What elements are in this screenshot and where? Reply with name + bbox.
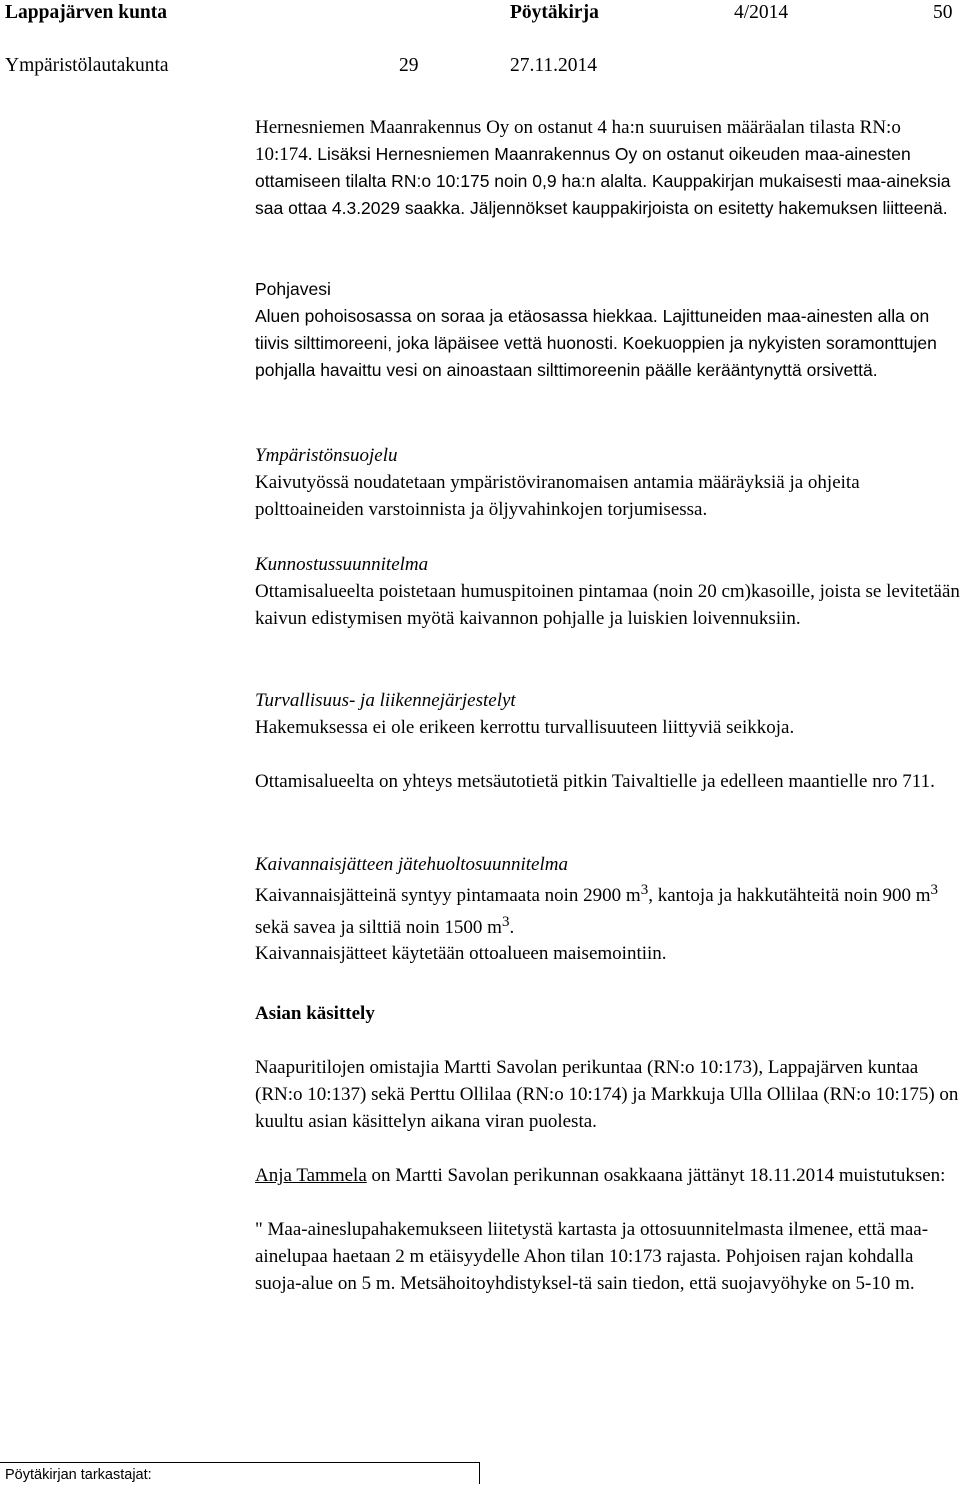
- turvallisuus-body-2: Ottamisalueelta on yhteys metsäutotietä pitkin Taivaltielle ja edelleen maantielle nro 711.: [255, 771, 935, 792]
- jatehuolto-body: [255, 880, 960, 944]
- cubic-superscript: 3: [930, 882, 939, 899]
- document-type: Pöytäkirja: [510, 2, 599, 23]
- ymparistonsuojelu-section: [255, 442, 960, 523]
- section-number: 29: [399, 55, 419, 76]
- turvallisuus-heading: Turvallisuus- ja liikennejärjestelyt: [255, 690, 516, 711]
- jatehuolto-section: [255, 851, 960, 967]
- kunnostus-section: [255, 551, 960, 632]
- intro-paragraph: [255, 114, 960, 222]
- cubic-superscript: 3: [501, 914, 510, 931]
- asian-kasittely-section: [255, 1000, 960, 1297]
- pohjavesi-body: Aluen pohoisosassa on soraa ja etäosassa hiekkaa. Lajittuneiden maa-ainesten alla on tiivis silttimoreeni, joka läpäisee vettä huonosti. Koekuoppien ja nykyisten soramonttujen pohjalla havaittu vesi on ainoastaan silttimoreenin päälle kerääntynyttä orsivettä.: [255, 306, 937, 380]
- asian-kasittely-neighbours: Naapuritilojen omistajia Martti Savolan perikuntaa (RN:o 10:173), Lappajärven kuntaa (RN:o 10:137) sekä Perttu Ollilaa (RN:o 10:174) ja Markkuja Ulla Ollilaa (RN:o 10:175) on kuultu asian käsittelyn aikana viran puolesta.: [255, 1057, 959, 1132]
- asian-kasittely-heading: Asian käsittely: [255, 1003, 375, 1024]
- board-name: Ympäristölautakunta: [5, 55, 169, 76]
- kunnostus-body: Ottamisalueelta poistetaan humuspitoinen pintamaa (noin 20 cm)kasoille, joista se levitetään kaivun edistymisen myötä kaivannon pohjalle ja luiskien loivennuksiin.: [255, 581, 960, 629]
- municipality-name: Lappajärven kunta: [5, 2, 167, 23]
- footer-rule: [0, 1462, 479, 1463]
- pohjavesi-section: [255, 276, 960, 384]
- meeting-date: 27.11.2014: [510, 55, 598, 76]
- intro-section: [255, 114, 960, 222]
- ymparistonsuojelu-heading: Ympäristönsuojelu: [255, 445, 398, 466]
- turvallisuus-body-1: Hakemuksessa ei ole erikeen kerrottu turvallisuuteen liittyviä seikkoja.: [255, 717, 795, 738]
- turvallisuus-section: [255, 687, 960, 795]
- intro-text-1: Hernesniemen Maanrakennus Oy on ostanut 4 ha:n suuruisen määräalan tilasta RN:o 10:174.: [255, 117, 901, 165]
- ymparistonsuojelu-body: Kaivutyössä noudatetaan ympäristöviranomaisen antamia määräyksiä ja ohjeita polttoaineiden varstoinnista ja öljyvahinkojen torjumisessa.: [255, 472, 860, 520]
- asian-kasittely-objection: [255, 1162, 960, 1189]
- jatehuolto-text-4: .: [509, 917, 515, 938]
- objection-quote: " Maa-aineslupahakemukseen liitetystä kartasta ja ottosuunnitelmasta ilmenee, että maa-ainelupaa haetaan 2 m etäisyydelle Ahon tilan 10:173 rajasta. Pohjoisen rajan kohdalla suoja-alue on 5 m. Metsähoitoyhdistyksel-tä sain tiedon, että suojavyöhyke on 5-10 m.: [255, 1219, 929, 1294]
- cubic-superscript: 3: [640, 882, 649, 899]
- footer-reviewers-label: Pöytäkirjan tarkastajat:: [5, 1467, 152, 1483]
- intro-text-2: Lisäksi Hernesniemen Maanrakennus Oy on ostanut oikeuden maa-ainesten ottamiseen tilalta RN:o 10:175 noin 0,9 ha:n alalta. Kauppakirjan mukaisesti maa-aineksia saa ottaa 4.3.2029 saakka. Jäljennökset kauppakirjoista on esitetty hakemuksen liitteenä.: [255, 144, 951, 218]
- jatehuolto-text-2: , kantoja ja hakkutähteitä noin 900 m: [648, 885, 931, 906]
- issue-number: 4/2014: [734, 2, 789, 23]
- jatehuolto-text-1: Kaivannaisjätteinä syntyy pintamaata noin 2900 m: [255, 885, 641, 906]
- objection-text: on Martti Savolan perikunnan osakkaana jättänyt 18.11.2014 muistutuksen:: [366, 1165, 946, 1186]
- page-number: 50: [933, 2, 953, 23]
- jatehuolto-text-3: sekä savea ja silttiä noin 1500 m: [255, 917, 502, 938]
- jatehuolto-usage: Kaivannaisjätteet käytetään ottoalueen maisemointiin.: [255, 943, 667, 964]
- jatehuolto-heading: Kaivannaisjätteen jätehuoltosuunnitelma: [255, 854, 568, 875]
- objector-name: Anja Tammela: [255, 1165, 367, 1186]
- pohjavesi-heading: Pohjavesi: [255, 279, 331, 299]
- footer-rule-tick: [479, 1462, 480, 1484]
- kunnostus-heading: Kunnostussuunnitelma: [255, 554, 429, 575]
